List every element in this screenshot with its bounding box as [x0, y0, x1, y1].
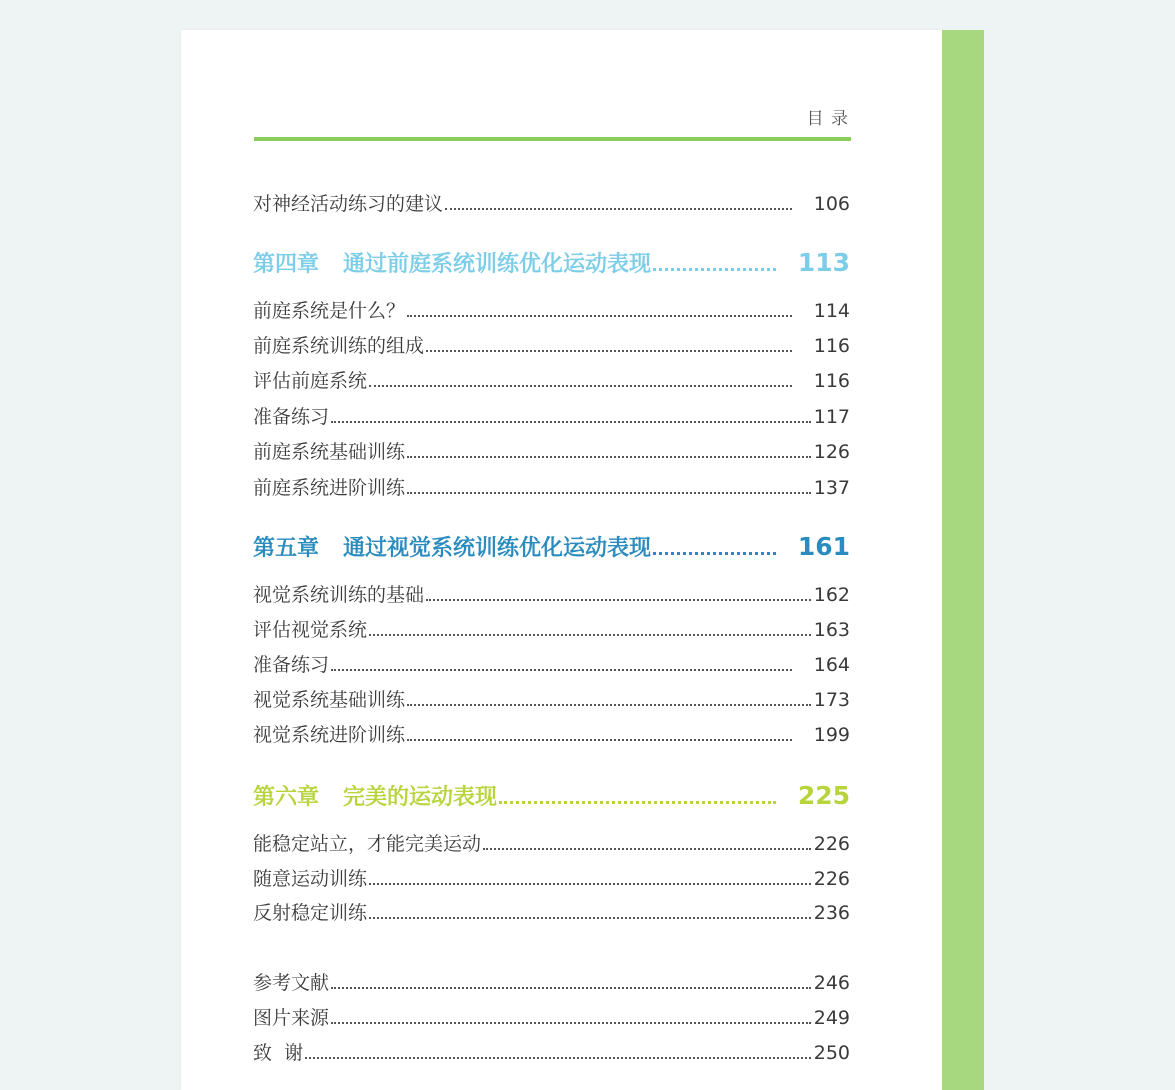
chapter-page: 225: [797, 781, 850, 810]
toc-entry: [253, 900, 850, 926]
dot-leader: [369, 634, 811, 636]
chapter-page: 161: [797, 532, 850, 561]
toc-entry: [253, 191, 850, 217]
toc-entry-title: 前庭系统进阶训练: [253, 477, 406, 499]
header-rule: [254, 137, 851, 141]
toc-entry-title: 前庭系统训练的组成: [253, 335, 425, 357]
dot-leader: [426, 350, 792, 352]
chapter-title: 完美的运动表现: [343, 785, 498, 810]
toc-entry: [253, 617, 850, 643]
toc-entry-title: 评估视觉系统: [253, 619, 368, 641]
dot-leader: [369, 883, 811, 885]
dot-leader: [369, 385, 792, 387]
toc-entry-page: 226: [813, 868, 850, 890]
toc-entry: [253, 333, 850, 359]
chapter-number: 第六章: [253, 785, 320, 810]
dot-leader: [407, 704, 811, 706]
toc-entry-page: 163: [813, 619, 850, 641]
toc-entry-page: 199: [813, 724, 850, 746]
dot-leader: [305, 1057, 811, 1059]
toc-entry: [253, 687, 850, 713]
toc-entry: [253, 582, 850, 608]
toc-entry: [253, 1005, 850, 1031]
toc-entry: [253, 404, 850, 430]
toc-entry: [253, 1040, 850, 1066]
chapter-heading-4: [253, 248, 850, 280]
toc-entry-page: 137: [813, 477, 850, 499]
toc-entry-title: 反射稳定训练: [253, 902, 368, 924]
toc-entry-page: 116: [813, 335, 850, 357]
toc-entry-page: 162: [813, 584, 850, 606]
toc-entry-title: 随意运动训练: [253, 868, 368, 890]
dot-leader: [426, 599, 811, 601]
toc-entry-title: 能稳定站立，才能完美运动: [253, 833, 482, 855]
toc-entry-page: 236: [813, 902, 850, 924]
toc-entry: [253, 866, 850, 892]
dot-leader: [407, 315, 792, 317]
toc-entry-title: 视觉系统训练的基础: [253, 584, 425, 606]
book-page: [181, 30, 943, 1090]
toc-entry-title: 视觉系统基础训练: [253, 689, 406, 711]
chapter-number: 第四章: [253, 252, 320, 277]
green-side-strip: [942, 30, 984, 1090]
dot-leader: [331, 1022, 811, 1024]
toc-entry: [253, 439, 850, 465]
dot-leader: [331, 421, 811, 423]
toc-entry-title: 前庭系统是什么？: [253, 300, 406, 322]
toc-entry-title: 对神经活动练习的建议: [253, 193, 444, 215]
toc-entry: [253, 298, 850, 324]
chapter-page: 113: [797, 248, 850, 277]
running-head: 目 录: [806, 109, 849, 129]
chapter-heading-6: [253, 781, 850, 813]
toc-entry-page: 249: [813, 1007, 850, 1029]
dot-leader: [445, 208, 792, 210]
toc-entry-page: 114: [813, 300, 850, 322]
toc-entry-page: 116: [813, 370, 850, 392]
dot-leader: [407, 456, 811, 458]
toc-entry-title: 视觉系统进阶训练: [253, 724, 406, 746]
toc-entry-page: 246: [813, 972, 850, 994]
chapter-number: 第五章: [253, 536, 320, 561]
chapter-heading-5: [253, 532, 850, 564]
toc-entry-title: 致 谢: [253, 1042, 304, 1064]
dot-leader: [653, 268, 776, 271]
toc-entry-title: 图片来源: [253, 1007, 330, 1029]
toc-entry-page: 226: [813, 833, 850, 855]
dot-leader: [407, 739, 792, 741]
chapter-title: 通过视觉系统训练优化运动表现: [343, 536, 652, 561]
toc-entry-page: 164: [813, 654, 850, 676]
toc-entry-title: 前庭系统基础训练: [253, 441, 406, 463]
toc-entry-page: 117: [813, 406, 850, 428]
toc-entry-title: 评估前庭系统: [253, 370, 368, 392]
dot-leader: [653, 552, 776, 555]
toc-entry-title: 参考文献: [253, 972, 330, 994]
toc-entry: [253, 368, 850, 394]
dot-leader: [331, 987, 811, 989]
toc-entry-title: 准备练习: [253, 654, 330, 676]
dot-leader: [369, 917, 811, 919]
dot-leader: [483, 848, 811, 850]
toc-entry: [253, 652, 850, 678]
toc-entry-page: 126: [813, 441, 850, 463]
dot-leader: [331, 669, 792, 671]
toc-entry: [253, 831, 850, 857]
toc-entry: [253, 722, 850, 748]
toc-entry-title: 准备练习: [253, 406, 330, 428]
dot-leader: [407, 492, 811, 494]
toc-entry: [253, 970, 850, 996]
toc-entry-page: 106: [813, 193, 850, 215]
toc-entry: [253, 475, 850, 501]
chapter-title: 通过前庭系统训练优化运动表现: [343, 252, 652, 277]
toc-entry-page: 250: [813, 1042, 850, 1064]
toc-entry-page: 173: [813, 689, 850, 711]
dot-leader: [499, 801, 776, 804]
